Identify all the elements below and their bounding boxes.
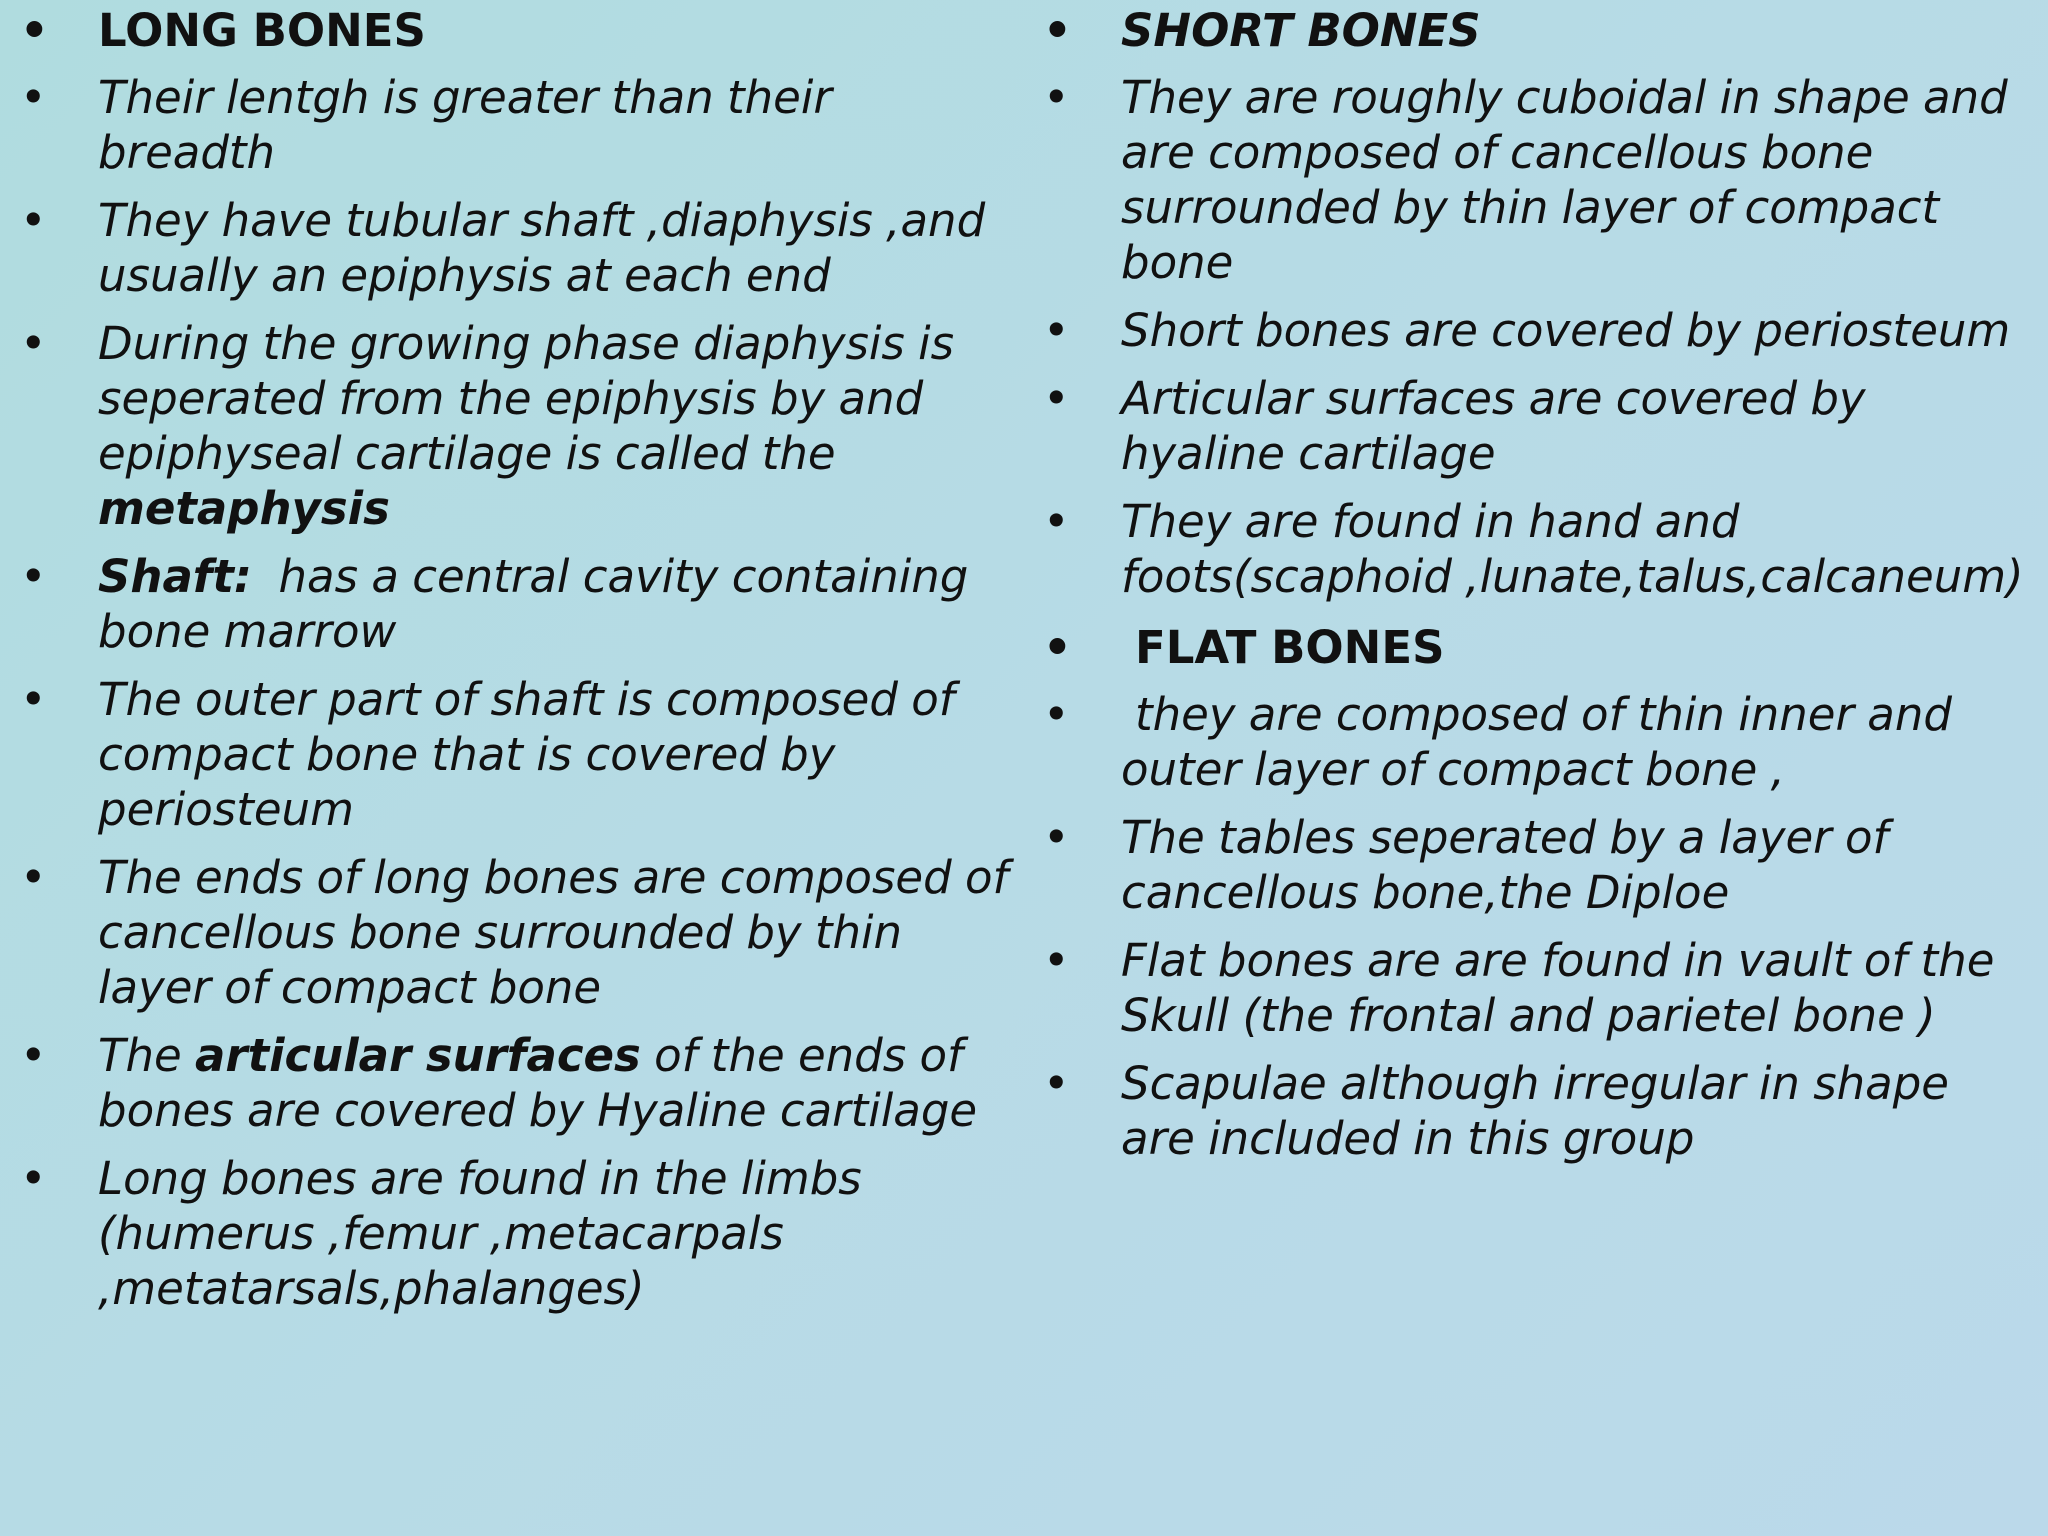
bullet-icon: • <box>20 1152 47 1205</box>
list-item <box>1043 933 2033 1043</box>
list-item <box>20 316 1020 536</box>
list-item <box>20 850 1020 1015</box>
bullet-icon: • <box>20 1029 47 1082</box>
bullet-icon: • <box>1043 934 1070 987</box>
item-bold-term: articular surfaces <box>195 1029 641 1082</box>
bullet-icon: • <box>1043 688 1070 741</box>
long-bones-heading <box>20 0 1020 62</box>
item-text: has a central cavity containing bone marrow <box>98 550 969 658</box>
item-text: of the ends of bones are covered by Hyaline cartilage <box>98 1029 978 1137</box>
list-item <box>1043 303 2033 358</box>
short-flat-bones-column <box>1043 0 2033 1179</box>
long-bones-column <box>20 0 1020 1329</box>
list-item <box>1043 687 2033 797</box>
bullet-icon: • <box>1043 495 1070 548</box>
item-text: they are composed of thin inner and outer layer of compact bone , <box>1121 688 1952 796</box>
item-text: During the growing phase diaphysis is seperated from the epiphysis by and epiphyseal cartilage is called the <box>98 317 955 480</box>
bullet-icon: • <box>1043 621 1072 674</box>
item-bold-term: Shaft: <box>98 550 252 603</box>
flat-bones-heading <box>1043 617 2033 679</box>
list-item <box>20 193 1020 303</box>
item-text: They are roughly cuboidal in shape and are composed of cancellous bone surrounded by thin layer of compact bone <box>1121 71 2008 289</box>
list-item <box>20 549 1020 659</box>
item-text: The ends of long bones are composed of cancellous bone surrounded by thin layer of compact bone <box>98 851 1009 1014</box>
list-item <box>1043 810 2033 920</box>
item-text: The tables seperated by a layer of cancellous bone,the Diploe <box>1121 811 1889 919</box>
bullet-icon: • <box>20 550 47 603</box>
bullet-icon: • <box>20 673 47 726</box>
item-text: They are found in hand and foots(scaphoid ,lunate,talus,calcaneum) <box>1121 495 2024 603</box>
list-item <box>20 1028 1020 1138</box>
bullet-icon: • <box>20 71 47 124</box>
heading-text: SHORT BONES <box>1121 4 1481 57</box>
heading-text: LONG BONES <box>98 4 426 57</box>
bullet-icon: • <box>1043 71 1070 124</box>
list-item <box>20 70 1020 180</box>
item-text: The outer part of shaft is composed of compact bone that is covered by periosteum <box>98 673 955 836</box>
item-text: They have tubular shaft ,diaphysis ,and usually an epiphysis at each end <box>98 194 986 302</box>
bullet-icon: • <box>1043 304 1070 357</box>
list-item <box>1043 1056 2033 1166</box>
bullet-icon: • <box>1043 4 1072 57</box>
item-text: The <box>98 1029 182 1082</box>
list-item <box>1043 371 2033 481</box>
item-text: Flat bones are are found in vault of the Skull (the frontal and parietel bone ) <box>1121 934 1995 1042</box>
bullet-icon: • <box>20 317 47 370</box>
bullet-icon: • <box>20 4 49 57</box>
short-bones-heading <box>1043 0 2033 62</box>
bullet-icon: • <box>1043 372 1070 425</box>
bullet-icon: • <box>20 194 47 247</box>
list-item <box>1043 494 2033 604</box>
item-bold-term: metaphysis <box>98 482 390 535</box>
heading-text: FLAT BONES <box>1135 621 1445 674</box>
item-text: Articular surfaces are covered by hyaline cartilage <box>1121 372 1866 480</box>
item-text: Long bones are found in the limbs (humerus ,femur ,metacarpals ,metatarsals,phalanges) <box>98 1152 862 1315</box>
item-text: Scapulae although irregular in shape are included in this group <box>1121 1057 1949 1165</box>
list-item <box>20 672 1020 837</box>
bullet-icon: • <box>1043 811 1070 864</box>
item-text: Short bones are covered by periosteum <box>1121 304 2011 357</box>
item-text: Their lentgh is greater than their breadth <box>98 71 832 179</box>
bullet-icon: • <box>20 851 47 904</box>
list-item <box>20 1151 1020 1316</box>
list-item <box>1043 70 2033 290</box>
bullet-icon: • <box>1043 1057 1070 1110</box>
